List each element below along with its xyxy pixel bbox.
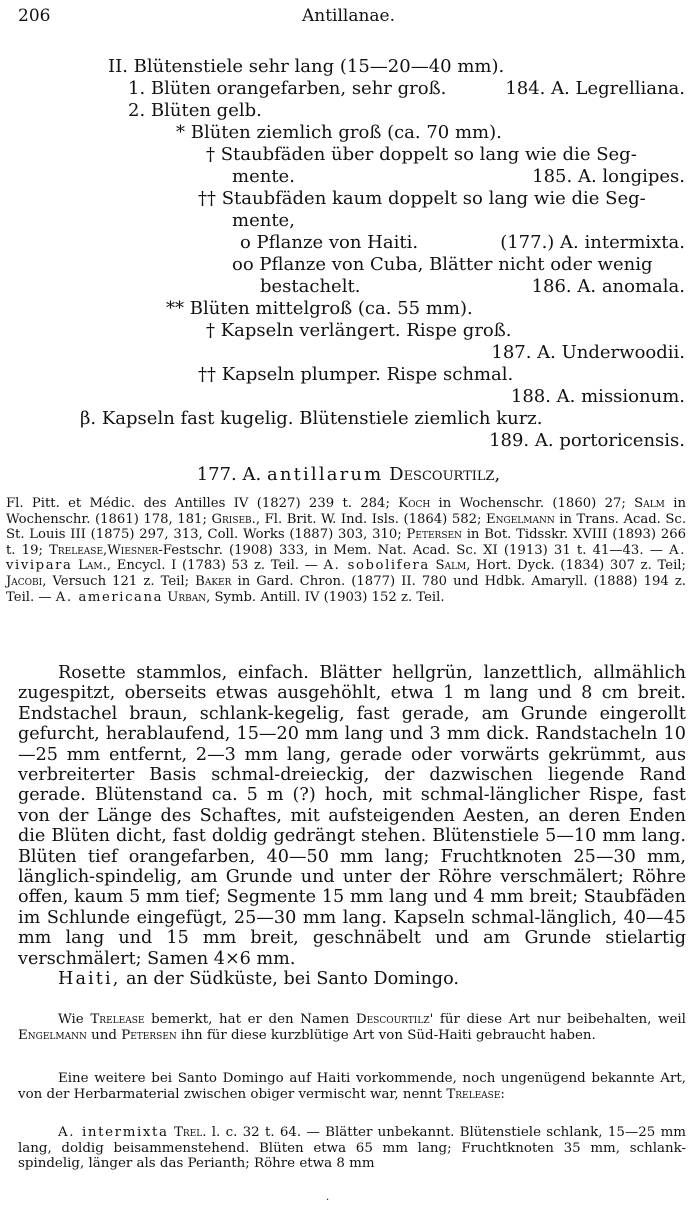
key-line: β. Kapseln fast kugelig. Blütenstiele ziemlich kurz.	[80, 408, 543, 429]
key-taxon: 188. A. missionum.	[510, 386, 685, 407]
author-name: Jacobi,	[6, 573, 47, 589]
note-text: für diese Art nur beibehalten, weil	[439, 1012, 686, 1027]
citation-text: Versuch 121 z. Teil;	[52, 573, 190, 589]
key-line: ** Blüten mittelgroß (ca. 55 mm).	[166, 298, 473, 319]
key-line: mente,	[232, 210, 295, 231]
author-name: Salm,	[435, 558, 471, 574]
key-line: oo Pflanze von Cuba, Blätter nicht oder wenig	[232, 254, 653, 275]
note-paragraph	[18, 1125, 686, 1172]
key-line: † Staubfäden über doppelt so lang wie die Seg-	[206, 144, 637, 165]
note-text: und	[91, 1027, 117, 1043]
note-text: l. c. 32 t. 64. — Blätter unbekannt. Blütenstiele schlank, 15—25 mm lang, doldig beisammenstehend. Blüten etwa 65 mm lang; Fruchtknoten 35 mm, schlank-spindelig, länger als das Perianth; Röhre etwa 8 mm	[18, 1125, 686, 1172]
author-name: Griseb.,	[211, 511, 261, 527]
description-paragraph: Rosette stammlos, einfach. Blätter hellgrün, lanzettlich, allmählich zugespitzt, oberseits etwas ausgehöhlt, etwa 1 m lang und 8 cm breit. Endstachel braun, schlank-kegelig, fast gerade, am Grunde eingerollt gefurcht, herablaufend, 15—20 mm lang und 3 mm dick. Randstacheln 10—25 mm entfernt, 2—3 mm lang, gerade oder vorwärts gekrümmt, aus verbreiterter Basis schmal-dreieckig, der dazwischen liegende Rand gerade. Blütenstand ca. 5 m (?) hoch, mit schmal-länglicher Rispe, fast von der Länge des Schaftes, mit aufsteigenden Aesten, an deren Enden die Blüten dicht, fast doldig gedrängt stehen. Blütenstiele 5—10 mm lang. Blüten tief orangefarben, 40—50 mm lang; Fruchtknoten 25—30 mm, länglich-spindelig, am Grunde und unter der Röhre verschmälert; Röhre offen, kaum 5 mm tief; Segmente 15 mm lang und 4 mm breit; Staubfäden im Schlunde eingefügt, 25—30 mm lang. Kapseln schmal-länglich, 40—45 mm lang und 15 mm breit, geschnäbelt und am Grunde stielartig verschmälert; Samen 4×6 mm.	[18, 663, 686, 969]
citation-text: -Festschr. (1908) 333, in Mem. Nat. Acad. Sc. XI (1913) 31 t. 41—43. —	[158, 542, 663, 558]
citation-text: in Gard. Chron. (1877) II. 780 und Hdbk. Amaryll. (1888) 194 z. Teil. —	[6, 573, 686, 605]
locality-name: Haiti,	[58, 969, 121, 990]
key-line: * Blüten ziemlich groß (ca. 70 mm).	[176, 122, 502, 143]
running-title: Antillanae.	[301, 6, 396, 26]
locality-text: an der Südküste, bei Santo Domingo.	[126, 969, 459, 990]
synonym-name: A. sobolifera	[323, 558, 430, 574]
note-text: Wie	[58, 1012, 84, 1027]
author-name: Trelease	[90, 1012, 145, 1027]
key-taxon: 186. A. anomala.	[531, 276, 685, 297]
citation-text: in Wochenschr. (1860) 27;	[438, 496, 626, 511]
citation-text: Hort. Dyck. (1834) 307 z. Teil;	[476, 558, 686, 574]
key-line: bestachelt.	[260, 276, 361, 297]
species-heading	[0, 464, 697, 485]
note-text: ihn für diese kurzblütige Art von Süd-Haiti gebraucht haben.	[181, 1027, 596, 1043]
key-line: o Pflanze von Haiti.	[240, 232, 419, 253]
description-block	[18, 663, 686, 990]
citation-text: in Wochenschr. (1861) 178, 181;	[6, 496, 686, 527]
synonymy-block	[6, 496, 686, 605]
author-name: Engelmann	[486, 511, 555, 527]
author-name: Trelease,	[49, 542, 108, 558]
key-line: II. Blütenstiele sehr lang (15—20—40 mm).	[108, 56, 505, 77]
author-name: Koch	[398, 496, 431, 511]
species-author: Descourtilz,	[389, 464, 501, 485]
note-paragraph	[18, 1012, 686, 1043]
author-name: Salm	[634, 496, 665, 511]
citation-text: Fl. Brit. W. Ind. Isls. (1864) 582;	[264, 511, 482, 527]
key-line: mente.	[232, 166, 295, 187]
author-name: Trelease:	[446, 1086, 505, 1102]
author-name: Urban,	[167, 589, 211, 605]
species-epithet: antillarum	[266, 464, 384, 485]
page-number: 206	[18, 6, 51, 26]
synonym-name: A. americana	[55, 589, 164, 605]
author-name: Lam.,	[78, 558, 112, 574]
citation-text: Fl. Pitt. et Médic. des Antilles IV (1827) 239 t. 284;	[6, 496, 390, 511]
author-name: Descourtilz'	[355, 1012, 434, 1027]
key-line: 2. Blüten gelb.	[128, 100, 262, 121]
note-text: Eine weitere bei Santo Domingo auf Haiti vorkommende, noch ungenügend bekannte Art, von der Herbarmaterial zwischen obiger vermischt war, nennt	[18, 1071, 686, 1102]
key-taxon: 184. A. Legrelliana.	[505, 78, 685, 99]
author-name: Petersen	[121, 1027, 177, 1043]
synonym-name: A. vivipara	[6, 542, 686, 574]
citation-text: in Bot. Tidsskr. XVIII (1893) 266 t. 19;	[6, 527, 686, 558]
taxon-name: A. intermixta	[58, 1125, 169, 1140]
key-taxon: (177.) A. intermixta.	[500, 232, 685, 253]
author-name: Trel.	[173, 1125, 207, 1140]
key-taxon: 185. A. longipes.	[532, 166, 685, 187]
key-line: † Kapseln verlängert. Rispe groß.	[206, 320, 512, 341]
locality-paragraph	[18, 969, 686, 989]
key-line: †† Kapseln plumper. Rispe schmal.	[198, 364, 514, 385]
footer-mark: ·	[326, 1195, 330, 1206]
author-name: Petersen	[406, 527, 462, 543]
author-name: Engelmann	[18, 1027, 87, 1043]
note-text: bemerkt, hat er den Namen	[151, 1012, 350, 1027]
species-number: 177. A.	[196, 464, 262, 485]
note-paragraph	[18, 1071, 686, 1102]
running-header	[0, 6, 697, 30]
key-taxon: 187. A. Underwoodii.	[491, 342, 685, 363]
citation-text: in Trans. Acad. Sc. St. Louis III (1875) 297, 313, Coll. Works (1887) 303, 310;	[6, 511, 687, 543]
key-line: 1. Blüten orangefarben, sehr groß.	[128, 78, 447, 99]
citation-text: Encycl. I (1783) 53 z. Teil. —	[116, 558, 318, 574]
author-name: Baker	[195, 573, 232, 589]
key-line: †† Staubfäden kaum doppelt so lang wie die Seg-	[198, 188, 646, 209]
key-taxon: 189. A. portoricensis.	[489, 430, 685, 451]
author-name: Wiesner	[107, 542, 159, 558]
citation-text: Symb. Antill. IV (1903) 152 z. Teil.	[214, 589, 445, 605]
